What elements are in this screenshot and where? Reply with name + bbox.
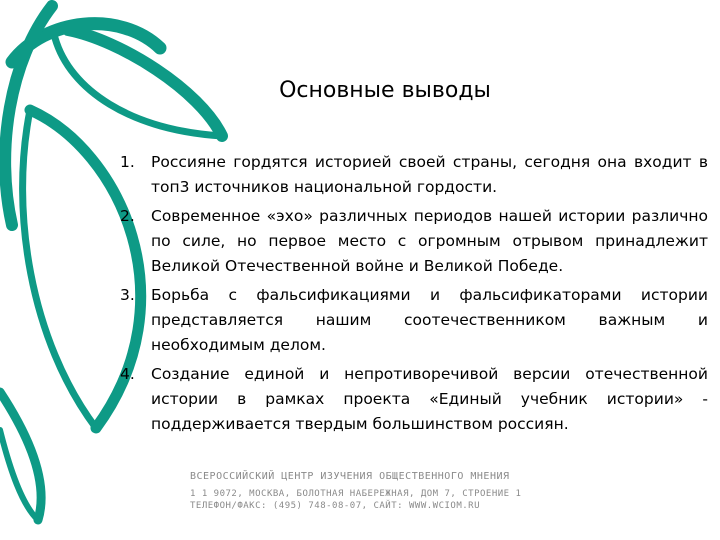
item-number: 1. [120, 153, 135, 171]
footer-contacts: ТЕЛЕФОН/ФАКС: (495) 748-08-07, САЙТ: WWW.WCIOM.RU [190, 501, 481, 511]
footer-address: 1 1 9072, МОСКВА, БОЛОТНАЯ НАБЕРЕЖНАЯ, ДОМ 7, СТРОЕНИЕ 1 [190, 489, 522, 499]
item-number: 3. [120, 286, 135, 304]
list-item [120, 362, 708, 437]
item-number: 2. [120, 207, 135, 225]
item-number: 4. [120, 365, 135, 383]
item-text: Россияне гордятся историей своей страны, сегодня она входит в топ3 источников национальной гордости. [151, 153, 708, 196]
footer [190, 470, 540, 512]
list-item [120, 283, 708, 358]
list-item [120, 150, 708, 200]
footer-org: ВСЕРОССИЙСКИЙ ЦЕНТР ИЗУЧЕНИЯ ОБЩЕСТВЕННОГО МНЕНИЯ [190, 471, 510, 482]
item-text: Создание единой и непротиворечивой версии отечественной истории в рамках проекта «Единый учебник истории» - поддерживается твердым большинством россиян. [151, 365, 708, 433]
list-item [120, 204, 708, 279]
item-text: Современное «эхо» различных периодов нашей истории различно по силе, но первое место с огромным отрывом принадлежит Великой Отечественной войне и Великой Победе. [151, 207, 708, 275]
item-text: Борьба с фальсификациями и фальсификаторами истории представляется нашим соотечественником важным и необходимым делом. [151, 286, 708, 354]
conclusions-list [120, 150, 708, 441]
slide-title: Основные выводы [279, 78, 491, 103]
